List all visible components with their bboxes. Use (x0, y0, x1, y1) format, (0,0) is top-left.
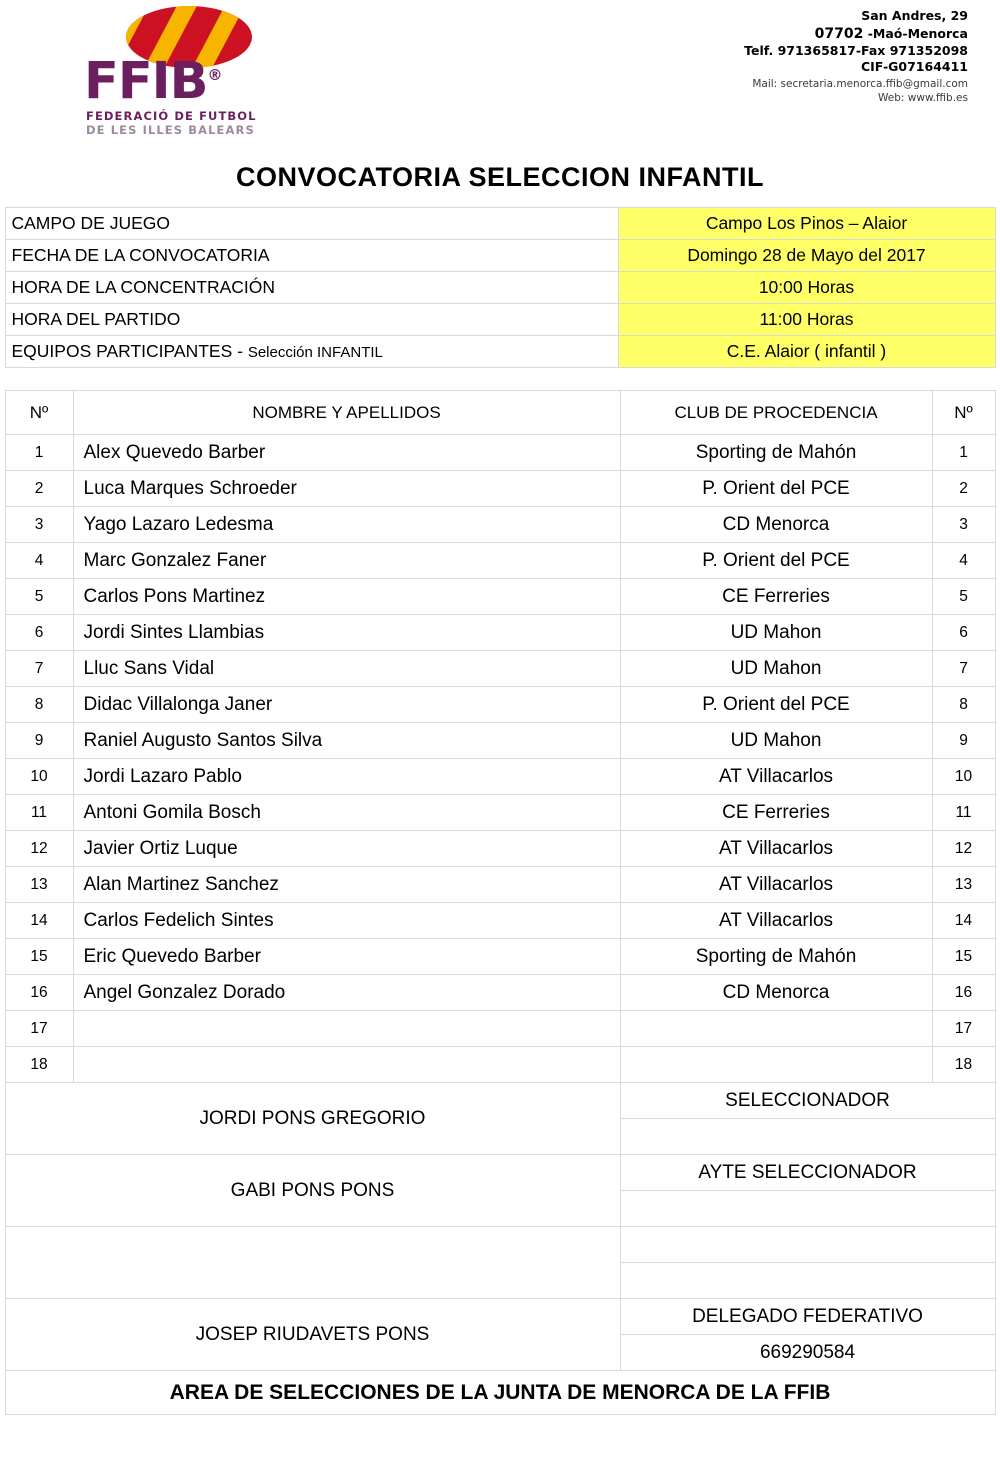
player-number: 1 (5, 435, 73, 471)
player-club: AT Villacarlos (620, 831, 932, 867)
ffib-logo (78, 4, 288, 137)
page-title: CONVOCATORIA SELECCION INFANTIL (235, 162, 764, 192)
staff-name-seleccionador: JORDI PONS GREGORIO (5, 1083, 620, 1155)
player-number: 5 (5, 579, 73, 615)
player-number-right: 12 (932, 831, 995, 867)
player-club: AT Villacarlos (620, 867, 932, 903)
player-name: Carlos Fedelich Sintes (73, 903, 620, 939)
player-number-right: 17 (932, 1011, 995, 1047)
staff-name-delegado: JOSEP RIUDAVETS PONS (5, 1299, 620, 1371)
info-label-campo (5, 208, 618, 240)
table-row (5, 831, 995, 867)
table-row (5, 759, 995, 795)
player-name: Yago Lazaro Ledesma (73, 507, 620, 543)
ffib-acronym (84, 52, 284, 111)
player-number-right: 4 (932, 543, 995, 579)
header-num-left: Nº (5, 391, 73, 435)
staff-row (5, 1227, 995, 1263)
player-number: 16 (5, 975, 73, 1011)
player-club: CE Ferreries (620, 579, 932, 615)
player-name: Jordi Lazaro Pablo (73, 759, 620, 795)
table-row (5, 723, 995, 759)
player-number-right: 16 (932, 975, 995, 1011)
match-info-table (5, 207, 996, 368)
table-row (5, 651, 995, 687)
player-name (73, 1047, 620, 1083)
info-label-text: CAMPO DE JUEGO (11, 213, 170, 233)
staff-row (5, 1155, 995, 1191)
contact-phone-fax: Telf. 971365817-Fax 971352098 (744, 42, 968, 58)
player-number: 9 (5, 723, 73, 759)
player-number-right: 6 (932, 615, 995, 651)
contact-mail: Mail: secretaria.menorca.ffib@gmail.com (752, 77, 968, 90)
header-name: NOMBRE Y APELLIDOS (73, 391, 620, 435)
player-number: 14 (5, 903, 73, 939)
player-number-right: 15 (932, 939, 995, 975)
player-club (620, 1011, 932, 1047)
player-number-right: 10 (932, 759, 995, 795)
info-label-equipos (5, 336, 618, 368)
player-name: Angel Gonzalez Dorado (73, 975, 620, 1011)
table-row (5, 939, 995, 975)
player-number: 15 (5, 939, 73, 975)
staff-name-empty (5, 1227, 620, 1299)
registered-mark-icon: ® (207, 66, 222, 84)
staff-row (5, 1083, 995, 1119)
staff-name-ayte: GABI PONS PONS (5, 1155, 620, 1227)
table-row (5, 1011, 995, 1047)
table-row (5, 579, 995, 615)
player-club: AT Villacarlos (620, 759, 932, 795)
player-name: Alan Martinez Sanchez (73, 867, 620, 903)
contact-cif: CIF-G07164411 (860, 59, 968, 75)
player-number-right: 18 (932, 1047, 995, 1083)
player-number-right: 1 (932, 435, 995, 471)
player-club: AT Villacarlos (620, 903, 932, 939)
roster-table (5, 390, 996, 1415)
staff-extra-empty (620, 1263, 995, 1299)
player-number-right: 11 (932, 795, 995, 831)
ffib-acronym-text: FFIB (84, 52, 208, 111)
info-value-fecha: Domingo 28 de Mayo del 2017 (618, 240, 995, 272)
contact-address: San Andres, 29 (861, 8, 968, 23)
player-club: UD Mahon (620, 723, 932, 759)
info-value-campo: Campo Los Pinos – Alaior (618, 208, 995, 240)
staff-extra-ayte (620, 1191, 995, 1227)
player-club: Sporting de Mahón (620, 939, 932, 975)
player-name: Carlos Pons Martinez (73, 579, 620, 615)
footer-row (5, 1371, 995, 1415)
contact-block (744, 8, 968, 106)
player-number-right: 9 (932, 723, 995, 759)
info-row (5, 240, 995, 272)
staff-extra-seleccionador (620, 1119, 995, 1155)
player-number: 3 (5, 507, 73, 543)
info-value-concentracion: 10:00 Horas (618, 272, 995, 304)
info-row (5, 304, 995, 336)
info-label-text: FECHA DE LA CONVOCATORIA (11, 245, 270, 265)
info-label-fecha (5, 240, 618, 272)
info-label-partido (5, 304, 618, 336)
player-name: Didac Villalonga Janer (73, 687, 620, 723)
player-number-right: 14 (932, 903, 995, 939)
staff-role-empty (620, 1227, 995, 1263)
player-number-right: 7 (932, 651, 995, 687)
player-club: P. Orient del PCE (620, 687, 932, 723)
staff-role-seleccionador: SELECCIONADOR (620, 1083, 995, 1119)
player-number-right: 8 (932, 687, 995, 723)
player-name: Antoni Gomila Bosch (73, 795, 620, 831)
info-label-text: EQUIPOS PARTICIPANTES - (11, 341, 243, 361)
player-name (73, 1011, 620, 1047)
player-number: 12 (5, 831, 73, 867)
player-club: Sporting de Mahón (620, 435, 932, 471)
player-number-right: 3 (932, 507, 995, 543)
player-number: 10 (5, 759, 73, 795)
player-number: 7 (5, 651, 73, 687)
player-number: 2 (5, 471, 73, 507)
info-row (5, 208, 995, 240)
player-number-right: 5 (932, 579, 995, 615)
staff-role-delegado: DELEGADO FEDERATIVO (620, 1299, 995, 1335)
info-label-concentracion (5, 272, 618, 304)
contact-postal-code: 07702 (814, 25, 864, 42)
table-row (5, 507, 995, 543)
table-row (5, 975, 995, 1011)
info-value-equipos: C.E. Alaior ( infantil ) (618, 336, 995, 368)
table-row (5, 615, 995, 651)
player-number: 8 (5, 687, 73, 723)
player-number: 18 (5, 1047, 73, 1083)
table-row (5, 471, 995, 507)
player-number: 4 (5, 543, 73, 579)
info-value-partido: 11:00 Horas (618, 304, 995, 336)
player-club: P. Orient del PCE (620, 471, 932, 507)
player-number: 11 (5, 795, 73, 831)
table-row (5, 903, 995, 939)
player-number-right: 13 (932, 867, 995, 903)
table-row (5, 543, 995, 579)
info-row (5, 272, 995, 304)
player-club: UD Mahon (620, 615, 932, 651)
table-row (5, 867, 995, 903)
info-label-subtext: Selección INFANTIL (247, 344, 383, 361)
ffib-subtitle-line2: DE LES ILLES BALEARS (86, 123, 255, 137)
header-num-right: Nº (932, 391, 995, 435)
player-number-right: 2 (932, 471, 995, 507)
info-spacer (5, 368, 995, 390)
player-name: Javier Ortiz Luque (73, 831, 620, 867)
roster-header-row (5, 391, 995, 435)
info-label-text: HORA DE LA CONCENTRACIÓN (11, 277, 276, 297)
player-club: CE Ferreries (620, 795, 932, 831)
player-name: Eric Quevedo Barber (73, 939, 620, 975)
staff-role-ayte: AYTE SELECCIONADOR (620, 1155, 995, 1191)
ffib-subtitle-line1: FEDERACIÓ DE FUTBOL (86, 109, 257, 123)
contact-web: Web: www.ffib.es (878, 91, 968, 104)
footer-text: AREA DE SELECCIONES DE LA JUNTA DE MENORCA DE LA FFIB (5, 1371, 995, 1415)
player-club: CD Menorca (620, 507, 932, 543)
staff-row (5, 1299, 995, 1335)
player-name: Marc Gonzalez Faner (73, 543, 620, 579)
info-label-text: HORA DEL PARTIDO (11, 309, 181, 329)
contact-city: -Maó-Menorca (867, 25, 968, 41)
document-header (0, 0, 1000, 150)
player-name: Lluc Sans Vidal (73, 651, 620, 687)
header-club: CLUB DE PROCEDENCIA (620, 391, 932, 435)
contact-city-line (744, 25, 968, 43)
player-club: UD Mahon (620, 651, 932, 687)
table-row (5, 1047, 995, 1083)
table-row (5, 795, 995, 831)
table-row (5, 435, 995, 471)
player-name: Raniel Augusto Santos Silva (73, 723, 620, 759)
player-club: CD Menorca (620, 975, 932, 1011)
player-club (620, 1047, 932, 1083)
staff-phone-delegado: 669290584 (620, 1335, 995, 1371)
player-number: 13 (5, 867, 73, 903)
player-club: P. Orient del PCE (620, 543, 932, 579)
player-number: 17 (5, 1011, 73, 1047)
player-name: Jordi Sintes Llambias (73, 615, 620, 651)
player-name: Alex Quevedo Barber (73, 435, 620, 471)
info-row (5, 336, 995, 368)
player-number: 6 (5, 615, 73, 651)
table-row (5, 687, 995, 723)
player-name: Luca Marques Schroeder (73, 471, 620, 507)
